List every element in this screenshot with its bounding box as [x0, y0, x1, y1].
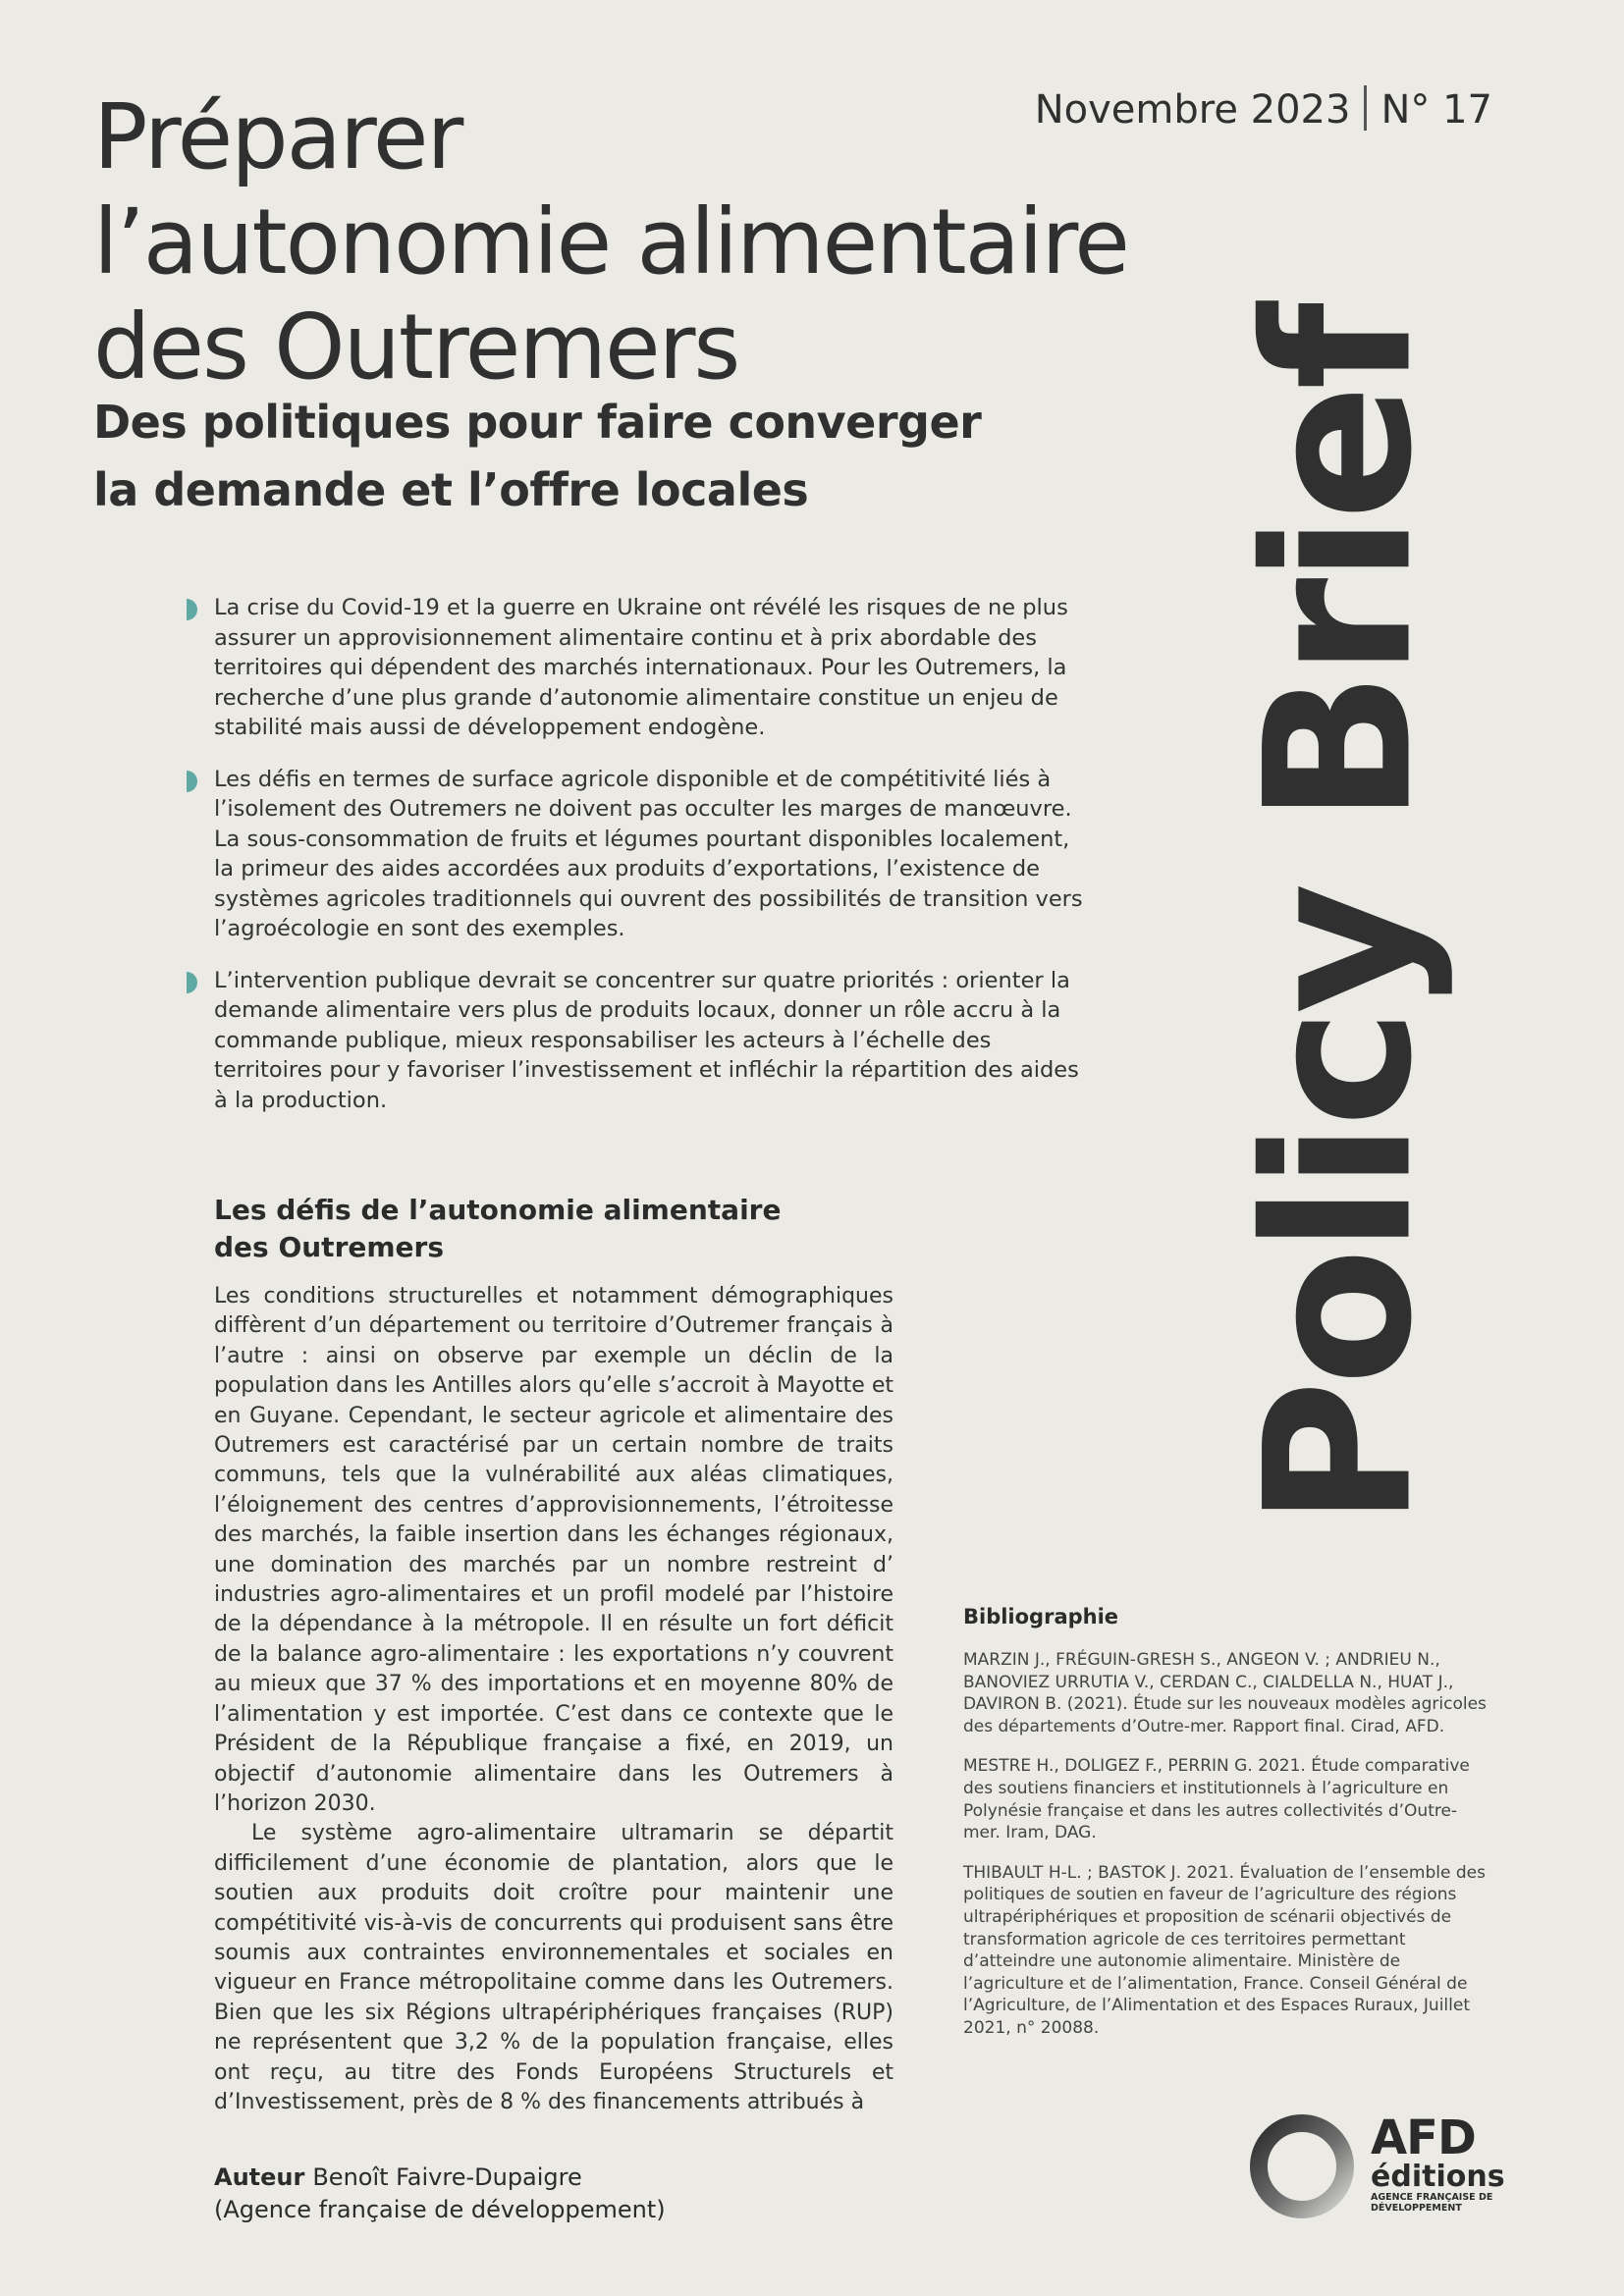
bibliography-entry: THIBAULT H-L. ; BASTOK J. 2021. Évaluation de l’ensemble des politiques de soutien en faveur de l’agriculture des régions ultrapériphériques et proposition de scénarii objectivés de transformation agricole de ces territoires permettant d’atteindre une autonomie alimentaire. Ministère de l’agriculture et de l’alimentation, France. Conseil Général de l’Agriculture, de l’Alimentation et des Espaces Ruraux, Juillet 2021, n° 20088. [963, 1862, 1486, 2038]
title-line: l’autonomie alimentaire [93, 189, 1128, 294]
summary-item [187, 765, 1090, 944]
bibliography-entry: MESTRE H., DOLIGEZ F., PERRIN G. 2021. Étude comparative des soutiens financiers et institutionnels à l’agriculture en Polynésie française et dans les autres collectivités d’Outre-mer. Iram, DAG. [963, 1756, 1470, 1843]
author-name: Benoît Faivre-Dupaigre [312, 2163, 582, 2191]
summary-list [187, 593, 1090, 1137]
logo-tagline: AGENCE FRANÇAISE DE DÉVELOPPEMENT [1371, 2192, 1493, 2214]
summary-text: La crise du Covid-19 et la guerre en Ukraine ont révélé les risques de ne plus assurer un approvisionnement alimentaire continu et à prix abordable des territoires qui dépendent des marchés internationaux. Pour les Outremers, la recherche d’une plus grande d’autonomie alimentaire constitue un enjeu de stabilité mais aussi de développement endogène. [214, 595, 1068, 740]
issue-number: N° 17 [1380, 87, 1492, 133]
issue-date: Novembre 2023 [1034, 87, 1351, 133]
section-heading-line: des Outremers [214, 1231, 445, 1263]
logo-acronym: AFD [1371, 2110, 1476, 2165]
issue-info [982, 79, 1492, 141]
brand-banner [1222, 265, 1458, 1571]
issue-separator [1364, 85, 1367, 131]
summary-text: L’intervention publique devrait se concentrer sur quatre priorités : orienter la demande alimentaire vers plus de produits locaux, donner un rôle accru à la commande publique, mieux responsabiliser les acteurs à l’échelle des territoires pour y favoriser l’investissement et infléchir la répartition des aides à la production. [214, 967, 1079, 1113]
bibliography [963, 1602, 1489, 2057]
bibliography-entry: MARZIN J., FRÉGUIN-GRESH S., ANGEON V. ; ANDRIEU N., BANOVIEZ URRUTIA V., CERDAN C., CIALDELLA N., HUAT J., DAVIRON B. (2021). Étude sur les nouveaux modèles agricoles des départements d’Outre-mer. Rapport final. Cirad, AFD. [963, 1650, 1487, 1736]
section-heading-line: Les défis de l’autonomie alimentaire [214, 1194, 782, 1226]
body-paragraph: Les conditions structurelles et notamment démographiques diffèrent d’un département ou territoire d’Outremer français à l’autre : ainsi on observe par exemple un déclin de la population dans les Antilles alors qu’elle s’accroit à Mayotte et en Guyane. Cependant, le secteur agricole et alimentaire des Outremers est caractérisé par un certain nombre de traits communs, tels que la vulnérabilité aux aléas climatiques, l’éloignement des centres d’approvisionnements, l’étroitesse des marchés, la faible insertion dans les échanges régionaux, une domination des marchés par un nombre restreint d’ industries agro-alimentaires et un profil modelé par l’histoire de la dépendance à la métropole. Il en résulte un fort déficit de la balance agro-alimentaire : les exportations n’y couvrent au mieux que 37 % des importations et en moyenne 80% de l’alimentation y est importée. C’est dans ce contexte que le Président de la République française a fixé, en 2019, un objectif d’autonomie alimentaire dans les Outremers à l’horizon 2030. [214, 1284, 893, 1816]
title-line: Préparer [93, 84, 462, 189]
bibliography-heading: Bibliographie [963, 1605, 1119, 1629]
summary-text: Les défis en termes de surface agricole disponible et de compétitivité liés à l’isolement des Outremers ne doivent pas occulter les marges de manœuvre. La sous-consommation de fruits et légumes pourtant disponibles localement, la primeur des aides accordées aux produits d’exportations, l’existence de systèmes agricoles traditionnels qui ouvrent des possibilités de transition vers l’agroécologie en sont des exemples. [214, 766, 1083, 941]
summary-item [187, 966, 1090, 1116]
author-affiliation: (Agence française de développement) [214, 2196, 666, 2223]
bullet-half-circle-icon [187, 771, 197, 792]
subtitle-line: Des politiques pour faire converger [93, 396, 982, 449]
author-block [214, 2162, 1000, 2226]
bullet-half-circle-icon [187, 972, 197, 993]
body-text [214, 1282, 893, 2117]
bullet-half-circle-icon [187, 599, 197, 620]
brand-text: Policy Brief [1222, 308, 1457, 1527]
subtitle-line: la demande et l’offre locales [93, 463, 809, 516]
author-line [214, 2162, 1000, 2194]
summary-item [187, 593, 1090, 743]
logo-wordmark [1371, 2110, 1505, 2214]
author-label: Auteur [214, 2163, 305, 2191]
section-heading [214, 1192, 901, 1266]
title-line: des Outremers [93, 294, 739, 400]
body-paragraph: Le système agro-alimentaire ultramarin se départit difficilement d’une économie de plantation, alors que le soutien aux produits doit croître pour maintenir une compétitivité vis-à-vis de concurrents qui produisent sans être soumis aux contraintes environnementales et sociales en vigueur en France métropolitaine comme dans les Outremers. Bien que les six Régions ultrapériphériques françaises (RUP) ne représentent que 3,2 % de la population française, elles ont reçu, au titre des Fonds Européens Structurels et d’Investissement, près de 8 % des financements attribués à [214, 1821, 893, 2114]
page-subtitle [93, 389, 1095, 524]
logo-subtitle: éditions [1371, 2160, 1505, 2194]
